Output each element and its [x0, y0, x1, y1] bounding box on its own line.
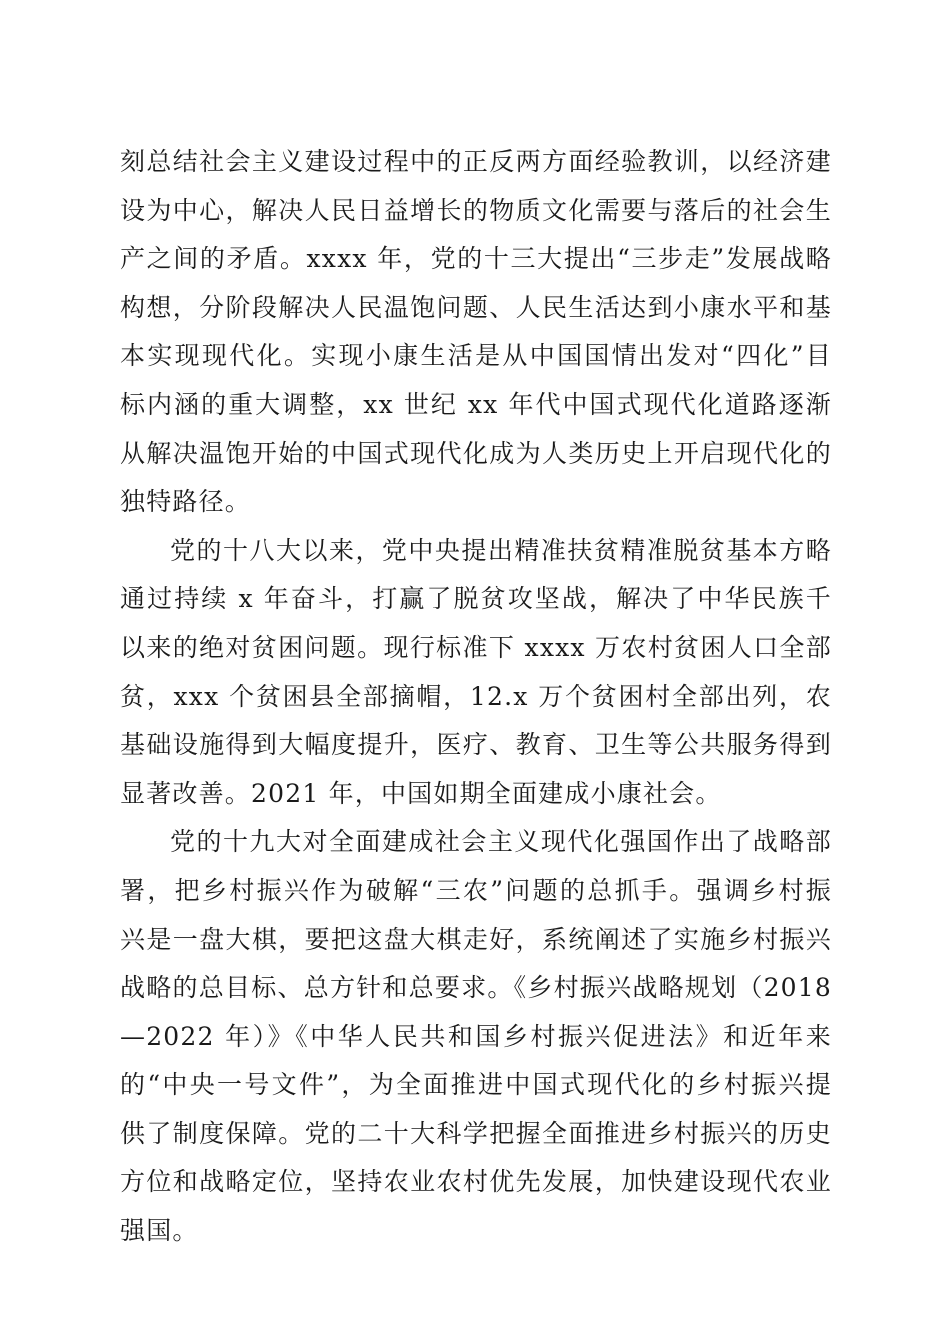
text-line: 方位和战略定位，坚持农业农村优先发展，加快建设现代农业 — [120, 1167, 832, 1197]
paragraph-start-line: 党的十八大以来，党中央提出精准扶贫精准脱贫基本方略 — [170, 535, 832, 565]
text-line: 从解决温饱开始的中国式现代化成为人类历史上开启现代化的 — [120, 438, 832, 468]
text-line: 构想，分阶段解决人民温饱问题、人民生活达到小康水平和基 — [120, 292, 832, 322]
paragraph-start-line: 党的十九大对全面建成社会主义现代化强国作出了战略部 — [170, 827, 832, 857]
text-line: 贫，xxx 个贫困县全部摘帽，12.x 万个贫困村全部出列，农 — [120, 681, 832, 711]
text-line: 以来的绝对贫困问题。现行标准下 xxxx 万农村贫困人口全部 — [120, 632, 832, 662]
text-line: 标内涵的重大调整，xx 世纪 xx 年代中国式现代化道路逐渐 — [120, 389, 832, 419]
text-line: 显著改善。2021 年，中国如期全面建成小康社会。 — [120, 778, 722, 808]
text-line: 本实现现代化。实现小康生活是从中国国情出发对“四化”目 — [120, 341, 832, 371]
text-line: 署，把乡村振兴作为破解“三农”问题的总抓手。强调乡村振 — [120, 875, 832, 905]
text-line: 基础设施得到大幅度提升，医疗、教育、卫生等公共服务得到 — [120, 730, 832, 760]
body-text — [120, 138, 832, 1256]
text-line: 独特路径。 — [120, 487, 252, 517]
text-line: —2022 年）》《中华人民共和国乡村振兴促进法》和近年来 — [120, 1021, 832, 1051]
text-line: 产之间的矛盾。xxxx 年，党的十三大提出“三步走”发展战略 — [120, 244, 832, 274]
text-line: 供了制度保障。党的二十大科学把握全面推进乡村振兴的历史 — [120, 1118, 832, 1148]
text-line: 战略的总目标、总方针和总要求。《乡村振兴战略规划（2018 — [120, 973, 832, 1003]
text-line: 通过持续 x 年奋斗，打赢了脱贫攻坚战，解决了中华民族千 — [120, 584, 832, 614]
text-line: 兴是一盘大棋，要把这盘大棋走好，系统阐述了实施乡村振兴 — [120, 924, 832, 954]
text-line: 的“中央一号文件”，为全面推进中国式现代化的乡村振兴提 — [120, 1070, 832, 1100]
text-line: 刻总结社会主义建设过程中的正反两方面经验教训，以经济建 — [120, 147, 832, 176]
text-line: 强国。 — [120, 1216, 199, 1246]
text-line: 设为中心，解决人民日益增长的物质文化需要与落后的社会生 — [120, 195, 832, 225]
